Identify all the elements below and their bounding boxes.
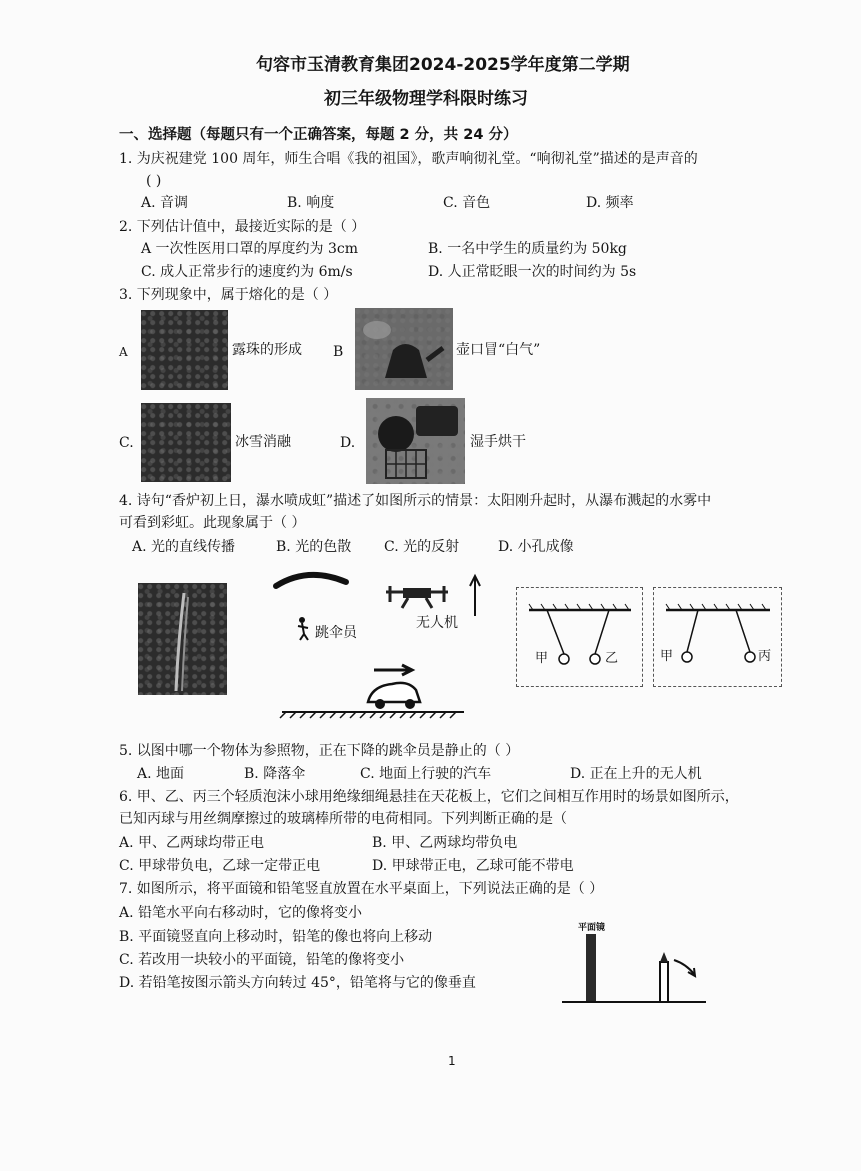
q6-option-b: B. 甲、乙两球均带负电 xyxy=(372,835,518,851)
q6-option-a: A. 甲、乙两球均带正电 xyxy=(119,835,265,851)
q6-stem-line2: 已知丙球与用丝绸摩擦过的玻璃棒所带的电荷相同。下列判断正确的是（ xyxy=(119,811,567,827)
q5-option-b: B. 降落伞 xyxy=(244,766,306,782)
parachute-icon xyxy=(276,575,346,586)
q6-option-d: D. 甲球带正电，乙球可能不带电 xyxy=(372,858,574,874)
drone-icon xyxy=(386,586,448,608)
q3-option-a-letter: A xyxy=(119,345,128,359)
ball-yi-label: 乙 xyxy=(605,651,619,666)
mirror-icon xyxy=(586,934,596,1002)
q3-option-b-text: 壶口冒“白气” xyxy=(456,342,541,358)
ball-bing-label: 丙 xyxy=(758,649,772,664)
q5-stem: 5. 以图中哪一个物体为参照物，正在下降的跳伞员是静止的（ ） xyxy=(119,743,520,759)
ball-jia-label-1: 甲 xyxy=(535,651,549,666)
pendulum-figure-jia-bing xyxy=(653,587,782,687)
q4-option-d: D. 小孔成像 xyxy=(498,539,574,555)
q4-stem-line1: 4. 诗句“香炉初上日，瀑水喷成虹”描述了如图所示的情景：太阳刚升起时，从瀑布溅起的水雾中 xyxy=(119,493,712,509)
q2-option-a: A 一次性医用口罩的厚度约为 3cm xyxy=(141,241,359,257)
parachutist-label: 跳伞员 xyxy=(315,625,357,641)
q5-option-d: D. 正在上升的无人机 xyxy=(570,766,702,782)
melting-snow-photo xyxy=(141,403,231,482)
q3-option-d-text: 湿手烘干 xyxy=(470,434,526,450)
ground-icon xyxy=(280,712,464,718)
exam-subtitle: 初三年级物理学科限时练习 xyxy=(324,89,528,109)
ball-jia-label-2: 甲 xyxy=(660,649,674,664)
q4-stem-line2: 可看到彩虹。此现象属于（ ） xyxy=(119,515,306,531)
q1-option-d: D. 频率 xyxy=(586,195,634,211)
q3-option-d-letter: D. xyxy=(340,435,356,451)
q6-stem-line1: 6. 甲、乙、丙三个轻质泡沫小球用绝缘细绳悬挂在天花板上，它们之间相互作用时的场景如图所示， xyxy=(119,789,739,805)
hand-dryer-icon xyxy=(366,398,465,484)
q7-stem: 7. 如图所示，将平面镜和铅笔竖直放置在水平桌面上，下列说法正确的是（ ） xyxy=(119,881,604,897)
q3-stem: 3. 下列现象中，属于熔化的是（ ） xyxy=(119,287,338,303)
q3-option-c-text: 冰雪消融 xyxy=(235,434,291,450)
mirror-label: 平面镜 xyxy=(578,923,606,933)
q3-option-b-letter: B xyxy=(333,344,344,360)
q7-option-b: B. 平面镜竖直向上移动时，铅笔的像也将向上移动 xyxy=(119,929,433,945)
q4-option-b: B. 光的色散 xyxy=(276,539,352,555)
q3-option-c-letter: C. xyxy=(119,435,134,451)
waterfall-photo xyxy=(138,583,227,695)
q5-option-a: A. 地面 xyxy=(137,766,185,782)
q2-option-c: C. 成人正常步行的速度约为 6m/s xyxy=(141,264,353,280)
q5-option-c: C. 地面上行驶的汽车 xyxy=(360,766,492,782)
q3-option-a-text: 露珠的形成 xyxy=(232,342,302,358)
q4-option-c: C. 光的反射 xyxy=(384,539,460,555)
q2-stem: 2. 下列估计值中，最接近实际的是（ ） xyxy=(119,219,366,235)
motion-figure xyxy=(268,568,488,718)
q1-blank: ( ) xyxy=(146,173,162,189)
page-number: 1 xyxy=(448,1054,456,1068)
up-arrow xyxy=(470,576,480,616)
pendulum-jia-yi-drawing xyxy=(517,588,642,686)
q1-option-a: A. 音调 xyxy=(141,195,189,211)
kettle-steam-photo xyxy=(355,308,453,390)
q4-option-a: A. 光的直线传播 xyxy=(132,539,236,555)
rotate-arrow xyxy=(674,960,695,976)
dew-photo xyxy=(141,310,228,390)
pencil-icon xyxy=(660,952,668,1002)
right-arrow xyxy=(374,665,412,675)
pendulum-jia-bing-drawing xyxy=(654,588,781,686)
section-heading: 一、选择题（每题只有一个正确答案，每题 2 分，共 24 分） xyxy=(119,127,518,143)
q2-option-d: D. 人正常眨眼一次的时间约为 5s xyxy=(428,264,637,280)
pendulum-figure-jia-yi xyxy=(516,587,643,687)
hand-dryer-photo xyxy=(366,398,465,484)
q7-option-d: D. 若铅笔按图示箭头方向转过 45°，铅笔将与它的像垂直 xyxy=(119,975,476,991)
q6-option-c: C. 甲球带负电，乙球一定带正电 xyxy=(119,858,321,874)
parachutist-icon xyxy=(298,617,308,640)
drone-label: 无人机 xyxy=(416,615,458,631)
kettle-icon xyxy=(355,308,453,390)
q1-option-c: C. 音色 xyxy=(443,195,491,211)
mirror-pencil-figure xyxy=(556,920,716,1010)
car-icon xyxy=(368,683,420,709)
exam-title: 句容市玉清教育集团2024-2025学年度第二学期 xyxy=(256,55,630,75)
q7-option-c: C. 若改用一块较小的平面镜，铅笔的像将变小 xyxy=(119,952,405,968)
q1-option-b: B. 响度 xyxy=(287,195,335,211)
q7-option-a: A. 铅笔水平向右移动时，它的像将变小 xyxy=(119,905,363,921)
q1-stem: 1. 为庆祝建党 100 周年，师生合唱《我的祖国》，歌声响彻礼堂。“响彻礼堂”描述的是声音的 xyxy=(119,151,698,167)
waterfall-icon xyxy=(138,583,227,695)
q2-option-b: B. 一名中学生的质量约为 50kg xyxy=(428,241,627,257)
